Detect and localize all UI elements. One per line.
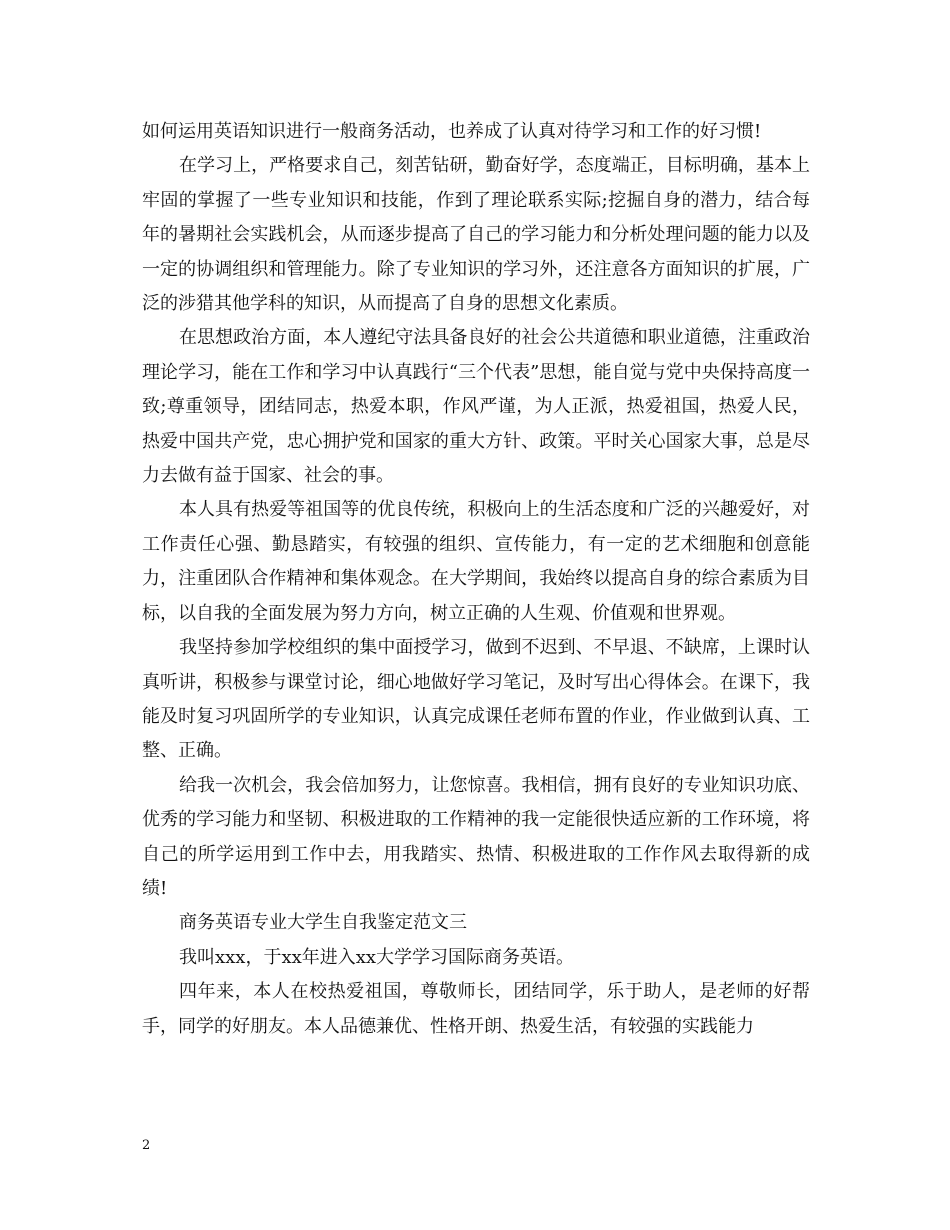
paragraph-1: 如何运用英语知识进行一般商务活动，也养成了认真对待学习和工作的好习惯! (142, 121, 762, 142)
section-heading: 商务英语专业大学生自我鉴定范文三 (179, 912, 467, 934)
paragraph-6: 给我一次机会，我会倍加努力，让您惊喜。我相信，拥有良好的专业知识功底、优秀的学习能力和坚韧、积极进取的工作精神的我一定能很快适应新的工作环境，将自己的所学运用到工作中去，用我踏实、热情、积极进取的工作作风去取得新的成绩! (142, 774, 810, 899)
paragraph-5: 我坚持参加学校组织的集中面授学习，做到不迟到、不早退、不缺席，上课时认真听讲，积极参与课堂讨论，细心地做好学习笔记，及时写出心得体会。在课下，我能及时复习巩固所学的专业知识，认真完成课任老师布置的作业，作业做到认真、工整、正确。 (142, 637, 810, 762)
page-number: 2 (142, 1138, 151, 1153)
paragraph-4: 本人具有热爱等祖国等的优良传统，积极向上的生活态度和广泛的兴趣爱好，对工作责任心强、勤恳踏实，有较强的组织、宣传能力，有一定的艺术细胞和创意能力，注重团队合作精神和集体观念。在大学期间，我始终以提高自身的综合素质为目标，以自我的全面发展为努力方向，树立正确的人生观、价值观和世界观。 (142, 499, 810, 624)
paragraph-3: 在思想政治方面，本人遵纪守法具备良好的社会公共道德和职业道德，注重政治理论学习，能在工作和学习中认真践行“三个代表”思想，能自觉与党中央保持高度一致;尊重领导，团结同志，热爱本职，作风严谨，为人正派，热爱祖国，热爱人民，热爱中国共产党，忠心拥护党和国家的重大方针、政策。平时关心国家大事，总是尽力去做有益于国家、社会的事。 (142, 327, 810, 487)
paragraph-7: 我叫xxx，于xx年进入xx大学学习国际商务英语。 (179, 946, 575, 968)
document-body (142, 115, 810, 1044)
paragraph-2: 在学习上，严格要求自己，刻苦钻研，勤奋好学，态度端正，目标明确，基本上牢固的掌握了一些专业知识和技能，作到了理论联系实际;挖掘自身的潜力，结合每年的暑期社会实践机会，从而逐步提高了自己的学习能力和分析处理问题的能力以及一定的协调组织和管理能力。除了专业知识的学习外，还注意各方面知识的扩展，广泛的涉猎其他学科的知识，从而提高了自身的思想文化素质。 (142, 155, 810, 315)
paragraph-8: 四年来，本人在校热爱祖国，尊敬师长，团结同学，乐于助人，是老师的好帮手，同学的好朋友。本人品德兼优、性格开朗、热爱生活，有较强的实践能力 (142, 981, 810, 1037)
